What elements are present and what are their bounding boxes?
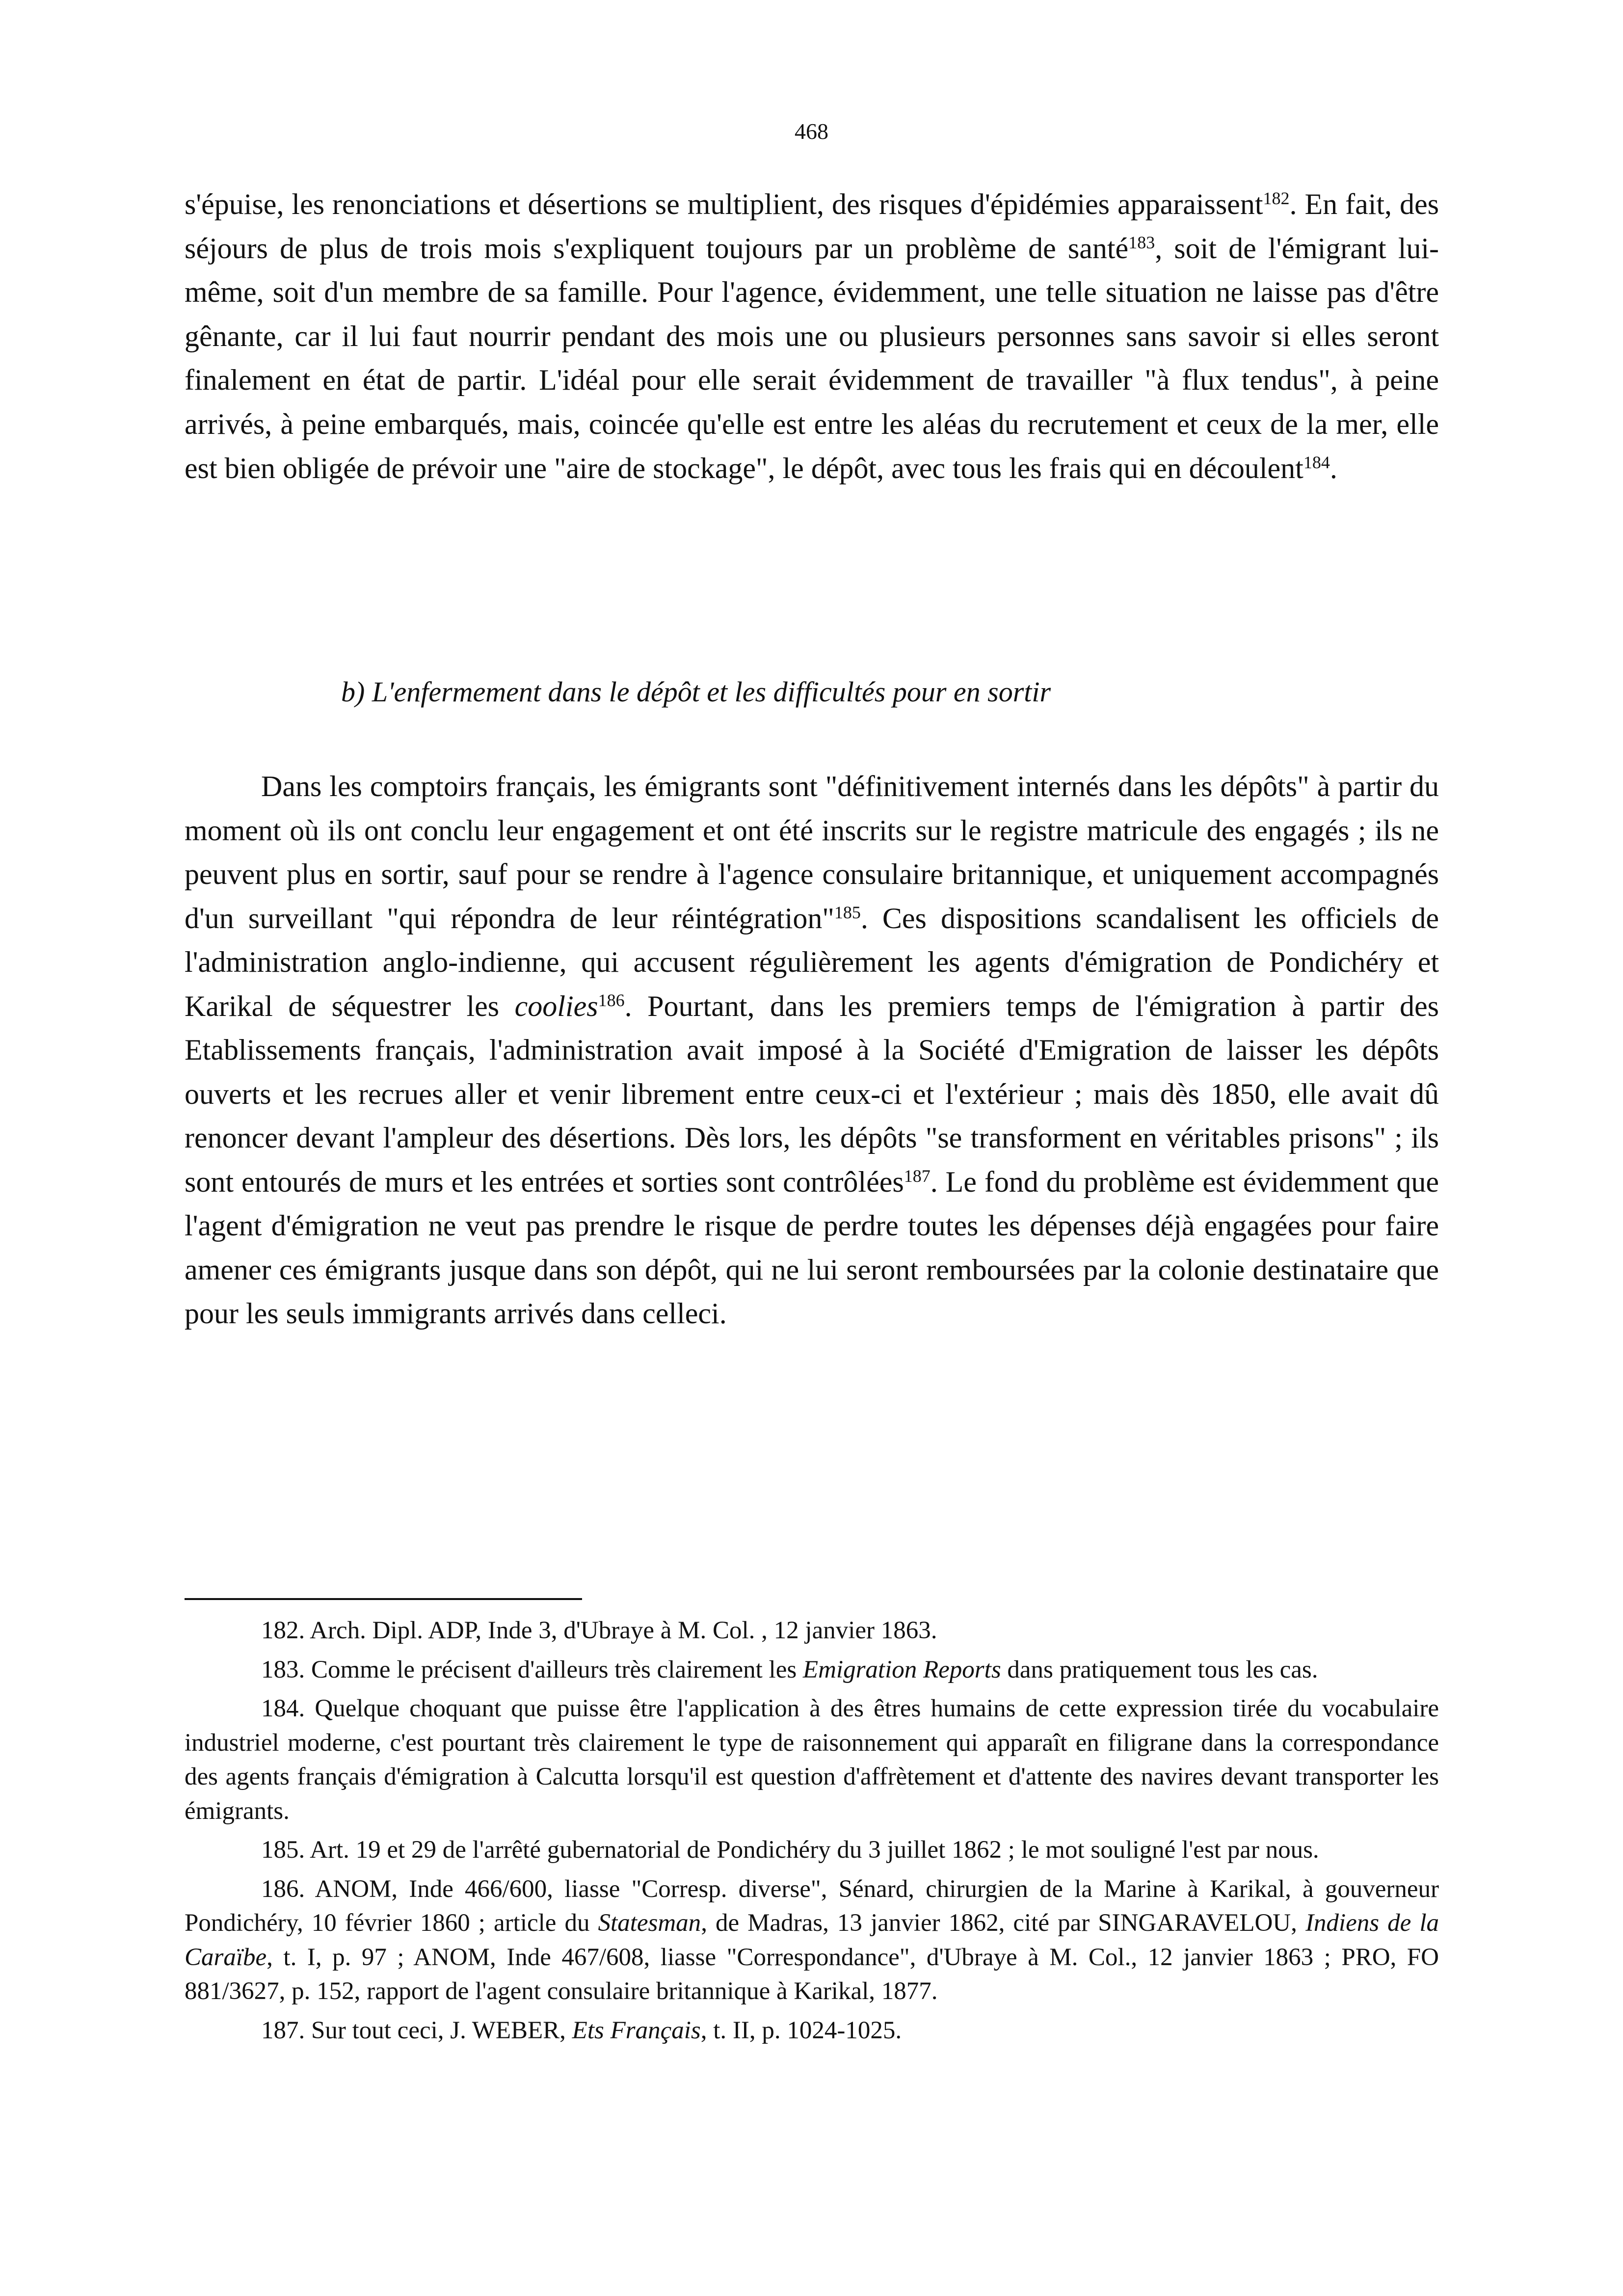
footnote-reference: 186 — [598, 990, 625, 1010]
footnote-reference: 187 — [904, 1166, 931, 1186]
body-paragraph — [185, 765, 1439, 1336]
italic-text: Indiens de la Caraïbe — [185, 1909, 1439, 1971]
text-run: , t. II, p. 1024-1025. — [700, 2016, 902, 2044]
text-run: s'épuise, les renonciations et désertions se multiplient, des risques d'épidémies apparaissent — [185, 188, 1263, 220]
text-run: dans pratiquement tous les cas. — [1001, 1655, 1318, 1683]
italic-text: Emigration Reports — [802, 1655, 1001, 1683]
section-heading: b) L'enfermement dans le dépôt et les difficultés pour en sortir — [341, 676, 1051, 708]
text-run: 185. Art. 19 et 29 de l'arrêté gubernatorial de Pondichéry du 3 juillet 1862 ; le mot souligné l'est par nous. — [261, 1836, 1319, 1864]
text-run: , de Madras, 13 janvier 1862, cité par SINGARAVELOU, — [701, 1909, 1305, 1937]
text-run: , soit de l'émigrant lui-même, soit d'un membre de sa famille. Pour l'agence, évidemment, une telle situation ne laisse pas d'être gênante, car il lui faut nourrir pendant des mois une ou plusieurs personnes sans savoir si elles seront finalement en état de partir. L'idéal pour elle serait évidemment de travailler "à flux tendus", à peine arrivés, à peine embarqués, mais, coincée qu'elle est entre les aléas du recrutement et ceux de la mer, elle est bien obligée de prévoir une "aire de stockage", le dépôt, avec tous les frais qui en découlent — [185, 232, 1439, 484]
footnote — [185, 1872, 1439, 2009]
footnotes — [185, 1614, 1439, 2048]
text-run: Dans les comptoirs français, les émigrants sont "définitivement internés dans les dépôts" à partir du moment où ils ont conclu leur engagement et ont été inscrits sur le registre matricule des engagés ; ils ne peuvent plus en sortir, sauf pour se rendre à l'agence consulaire britannique, et uniquement accompagnés d'un surveillant "qui répondra de leur réintégration" — [185, 770, 1439, 934]
page-number: 468 — [795, 119, 828, 144]
text-run: . En fait, des séjours de plus de trois mois s'expliquent toujours par un problème de santé — [185, 188, 1439, 265]
footnote-reference: 185 — [834, 902, 861, 922]
text-run: 183. Comme le précisent d'ailleurs très clairement les — [261, 1655, 803, 1683]
footnote-separator — [185, 1598, 582, 1600]
text-run: 184. Quelque choquant que puisse être l'application à des êtres humains de cette expression tirée du vocabulaire industriel moderne, c'est pourtant très clairement le type de raisonnement qui apparaît en filigrane dans la correspondance des agents français d'émigration à Calcutta lorsqu'il est question d'affrètement et d'attente des navires devant transporter les émigrants. — [185, 1695, 1439, 1825]
footnote-reference: 182 — [1263, 188, 1290, 209]
footnote-reference: 184 — [1303, 452, 1330, 472]
italic-text: coolies — [514, 989, 598, 1022]
italic-text: Ets Français — [572, 2016, 701, 2044]
text-run: , t. I, p. 97 ; ANOM, Inde 467/608, liasse "Correspondance", d'Ubraye à M. Col., 12 janvier 1863 ; PRO, FO 881/3627, p. 152, rapport de l'agent consulaire britannique à Karikal, 1877. — [185, 1943, 1439, 2005]
body-paragraph — [185, 183, 1439, 490]
italic-text: Statesman — [598, 1909, 701, 1937]
footnote — [185, 2014, 1439, 2048]
footnote — [185, 1692, 1439, 1828]
text-run: . Le fond du problème est évidemment que l'agent d'émigration ne veut pas prendre le risque de perdre toutes les dépenses déjà engagées pour faire amener ces émigrants jusque dans son dépôt, qui ne lui seront remboursées par la colonie destinataire que pour les seuls immigrants arrivés dans celleci. — [185, 1165, 1439, 1330]
footnote-reference: 183 — [1128, 232, 1155, 252]
text-run: 187. Sur tout ceci, J. WEBER, — [261, 2016, 572, 2044]
footnote — [185, 1833, 1439, 1868]
footnote — [185, 1653, 1439, 1687]
text-run: 182. Arch. Dipl. ADP, Inde 3, d'Ubraye à M. Col. , 12 janvier 1863. — [261, 1617, 937, 1644]
text-run: . — [1330, 452, 1337, 484]
text-run: 186. ANOM, Inde 466/600, liasse "Corresp. diverse", Sénard, chirurgien de la Marine à Karikal, à gouverneur Pondichéry, 10 février 1860 ; article du — [185, 1875, 1439, 1937]
text-run: . Pourtant, dans les premiers temps de l'émigration à partir des Etablissements français, l'administration avait imposé à la Société d'Emigration de laisser les dépôts ouverts et les recrues aller et venir librement entre ceux-ci et l'extérieur ; mais dès 1850, elle avait dû renoncer devant l'ampleur des désertions. Dès lors, les dépôts "se transforment en véritables prisons" ; ils sont entourés de murs et les entrées et sorties sont contrôlées — [185, 989, 1439, 1198]
footnote — [185, 1614, 1439, 1648]
text-run: . Ces dispositions scandalisent les officiels de l'administration anglo-indienne, qui accusent régulièrement les agents d'émigration de Pondichéry et Karikal de séquestrer les — [185, 902, 1439, 1022]
